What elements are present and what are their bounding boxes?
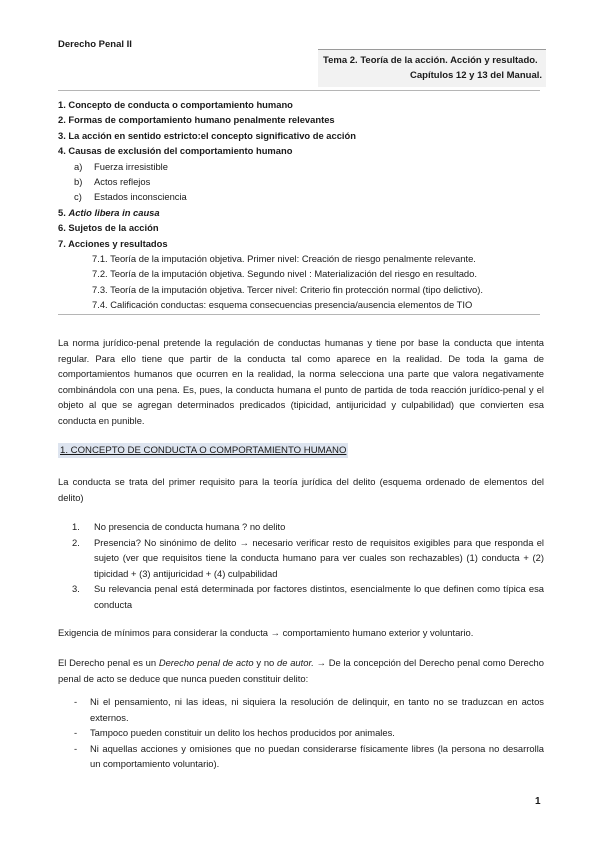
page-number: 1	[535, 796, 541, 807]
list-item-text: Su relevancia penal está determinada por factores distintos, esencialmente lo que definen como típica esa conducta	[94, 583, 544, 610]
toc-subitem	[58, 174, 548, 189]
toc-subitem-marker: a)	[74, 160, 83, 172]
course-title: Derecho Penal II	[58, 39, 132, 50]
topic-box	[318, 49, 546, 87]
toc-subitem-7-1: 7.1. Teoría de la imputación objetiva. Primer nivel: Creación de riesgo penalmente relevante.	[92, 253, 476, 265]
list-item-number: 1.	[72, 521, 80, 532]
para3-part-c: y no	[253, 657, 278, 668]
list-item-text: Ni el pensamiento, ni las ideas, ni siquiera la resolución de delinquir, en tanto no se traduzcan en actos externos.	[90, 696, 544, 723]
toc-subitem-text: Actos reflejos	[94, 176, 151, 188]
list-item-text: Presencia? No sinónimo de delito → necesario verificar resto de requisitos exigibles para que responda el sujeto (ver que requisitos tiene la conducta humano para ver cuales son rechazables) (1) conducta + (2) tipicidad + (3) antijuricidad + (4) culpabilidad	[94, 536, 544, 579]
topic-line-2: Capítulos 12 y 13 del Manual.	[410, 70, 542, 81]
toc-item-2: 2. Formas de comportamiento humano penalmente relevantes	[58, 114, 335, 126]
toc-item-4: 4. Causas de exclusión del comportamiento humano	[58, 145, 293, 157]
toc-item-6: 6. Sujetos de la acción	[58, 222, 159, 234]
toc-subitem	[58, 189, 548, 204]
list-item-number: 2.	[72, 536, 80, 548]
toc-item-3: 3. La acción en sentido estricto:el concepto significativo de acción	[58, 129, 356, 141]
list-item-marker: -	[74, 742, 78, 754]
para3-part-b: Derecho penal de acto	[158, 657, 254, 668]
para3-part-e: → De la concepción del Derecho penal como Derecho penal de acto se deduce que nunca pueden constituir delito:	[58, 657, 544, 684]
toc-subitem	[58, 159, 548, 174]
toc-item-5-text: Actio libera in causa	[68, 206, 160, 218]
section-1-paragraph-1: La conducta se trata del primer requisito para la teoría jurídica del delito (esquema ordenado de elementos del delito)	[58, 476, 544, 503]
toc-subitem-marker: c)	[74, 191, 82, 203]
para3-part-a: El Derecho penal es un	[58, 657, 159, 668]
list-item	[58, 581, 544, 612]
table-of-contents	[58, 97, 548, 313]
section-1-heading: 1. CONCEPTO DE CONDUCTA O COMPORTAMIENTO HUMANO	[60, 445, 347, 456]
section-1-paragraph-3	[58, 655, 544, 686]
list-item	[58, 725, 544, 741]
toc-item-7: 7. Acciones y resultados	[58, 237, 168, 249]
toc-rule	[58, 314, 540, 315]
toc-subitem-7-3: 7.3. Teoría de la imputación objetiva. Tercer nivel: Criterio fin protección normal (tipo delictivo).	[92, 283, 483, 295]
list-item-text: Ni aquellas acciones y omisiones que no puedan considerarse físicamente libres (la persona no desarrolla un comportamiento voluntario).	[90, 742, 544, 770]
list-item-marker: -	[74, 727, 78, 739]
toc-subitem-text: Estados inconsciencia	[94, 191, 187, 203]
list-item-number: 3.	[72, 583, 80, 595]
list-item	[58, 741, 544, 772]
list-item	[58, 535, 544, 582]
list-item-text: No presencia de conducta humana ? no delito	[94, 521, 286, 532]
toc-item-1: 1. Concepto de conducta o comportamiento humano	[58, 99, 293, 110]
list-item	[58, 519, 544, 535]
header-rule	[58, 90, 540, 91]
toc-subitem-7-2: 7.2. Teoría de la imputación objetiva. Segundo nivel : Materialización del riesgo en resultado.	[92, 268, 477, 280]
list-item-marker: -	[74, 696, 78, 707]
intro-paragraph: La norma jurídico-penal pretende la regulación de conductas humanas y tiene por base la conducta que intenta regular. Para ello tiene que partir de la conducta tal como aparece en la realidad. De toda la gama de comportamientos humanos que ocurren en la realidad, la norma selecciona una parte que valora negativamente combinándola con una pena. Es, pues, la conducta humana el punto de partida de toda reacción jurídico-penal y el objeto al que se agregan determinados predicados (tipicidad, antijuricidad y culpabilidad) que convierten esa conducta en punible.	[58, 337, 544, 426]
topic-line-1: Tema 2. Teoría de la acción. Acción y resultado.	[323, 55, 538, 66]
toc-subitem-7-4: 7.4. Calificación conductas: esquema consecuencias presencia/ausencia elementos de TIO	[92, 299, 473, 311]
list-item	[58, 694, 544, 725]
toc-item-5-number: 5.	[58, 206, 66, 218]
requirements-list	[58, 519, 544, 613]
toc-subitem-text: Fuerza irresistible	[94, 160, 168, 172]
list-item-text: Tampoco pueden constituir un delito los hechos producidos por animales.	[90, 727, 395, 739]
para3-part-d: de autor.	[277, 657, 314, 668]
toc-subitem-marker: b)	[74, 176, 83, 188]
section-1-paragraph-2: Exigencia de mínimos para considerar la conducta → comportamiento humano exterior y voluntario.	[58, 627, 474, 638]
toc-item-5	[58, 205, 548, 220]
exclusions-list	[58, 694, 544, 772]
